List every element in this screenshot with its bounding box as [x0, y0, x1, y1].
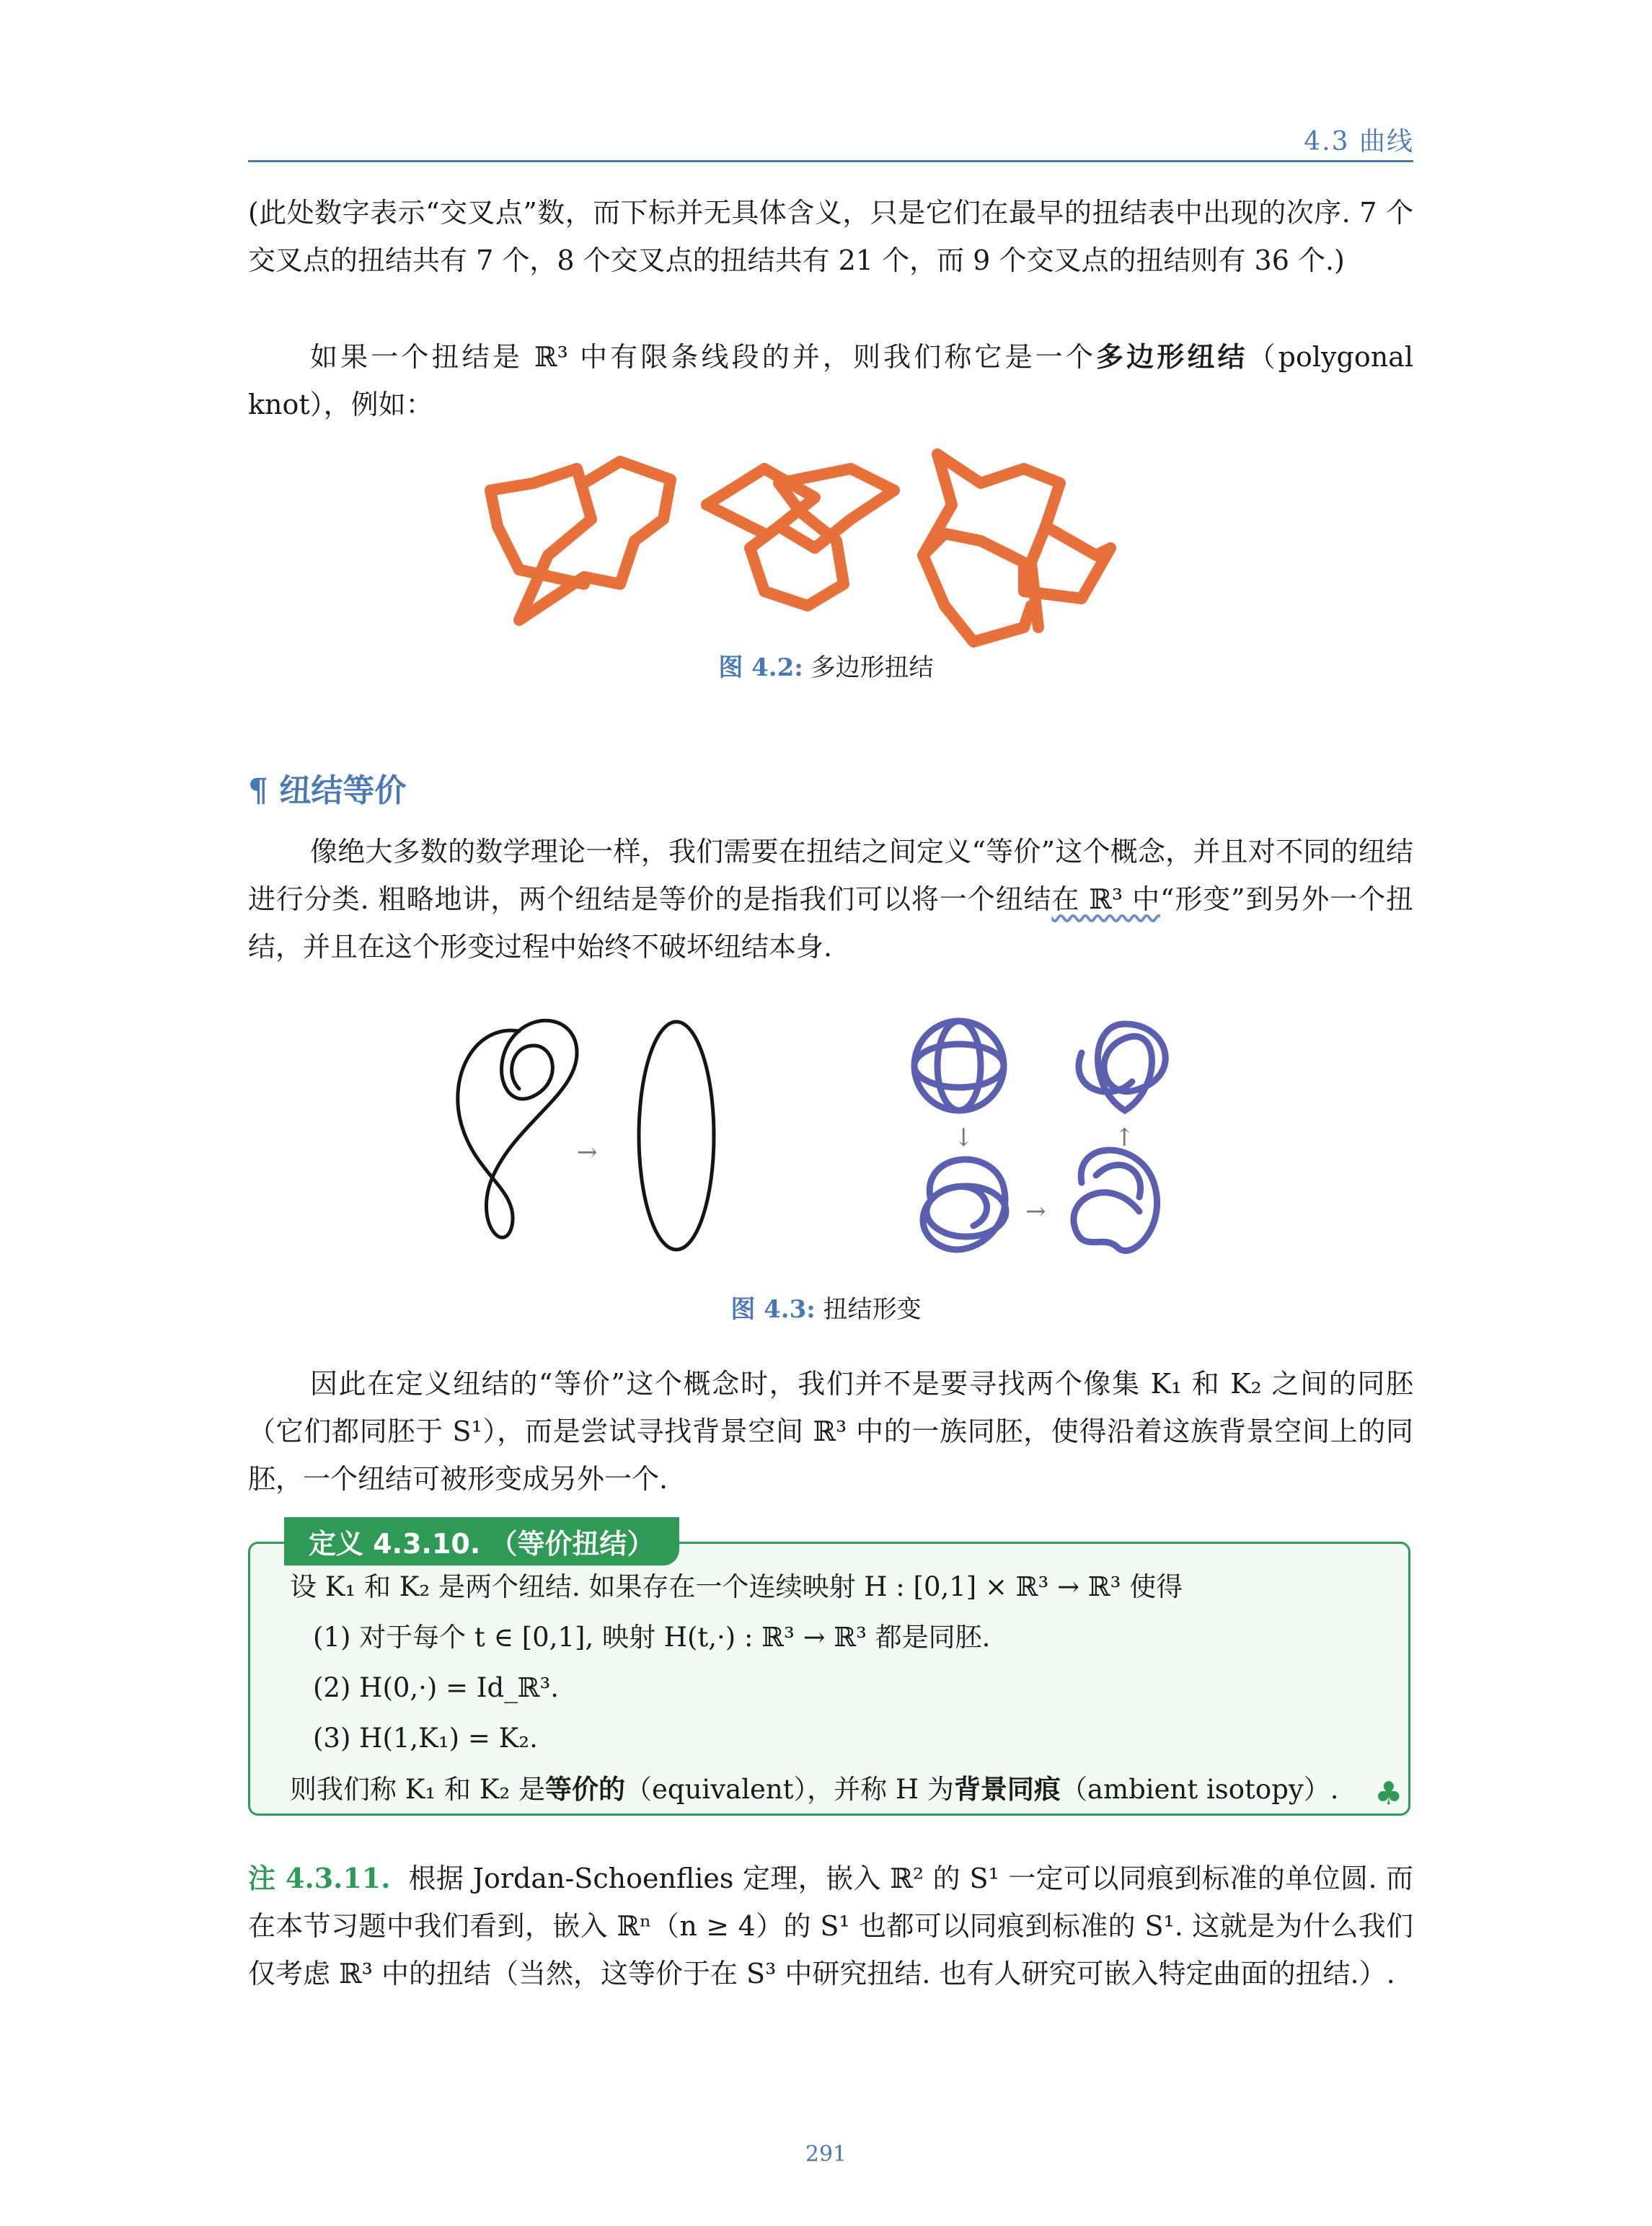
paragraph-3-before: 像绝大多数的数学理论一样，我们需要在扭结之间定义“等价”这个概念，并且对不同的纽结进行分类. 粗略地讲，两个纽结是等价的是指我们可以将一个纽结 — [248, 836, 1413, 915]
paragraph-3-emphasis: 在 ℝ³ 中 — [1051, 883, 1160, 915]
term-polygonal-knot: 多边形纽结 — [1095, 340, 1248, 373]
club-end-icon: ♣ — [1374, 1775, 1403, 1812]
note-label: 注 4.3.11. — [248, 1862, 391, 1894]
polygonal-knot-2 — [707, 469, 894, 606]
polygonal-knot-1 — [490, 461, 671, 620]
figure-4-3-knot-diagrams — [901, 1010, 1190, 1276]
figure-4-3-caption — [0, 1289, 1652, 1325]
note-text: 根据 Jordan-Schoenflies 定理，嵌入 ℝ² 的 S¹ 一定可以同痕到标准的单位圆. 而在本节习题中我们看到，嵌入 ℝⁿ（n ≥ 4）的 S¹ 也都可以同痕到标准的 S¹. 这就是为什么我们仅考虑 ℝ³ 中的扭结（当然，这等价于在 S³ 中研究扭结. 也有人研究可嵌入特定曲面的扭结.）. — [248, 1863, 1413, 1989]
paragraph-1-text: (此处数字表示“交叉点”数，而下标并无具体含义，只是它们在最早的扭结表中出现的次序. 7 个交叉点的扭结共有 7 个，8 个交叉点的扭结共有 21 个，而 9 个交叉点的扭结则有 36 个.) — [248, 197, 1413, 276]
figure-4-2-caption-text: 多边形扭结 — [810, 653, 934, 682]
definition-intro: 设 K₁ 和 K₂ 是两个纽结. 如果存在一个连续映射 H : [0,1] × ℝ³ → ℝ³ 使得 — [290, 1571, 1183, 1602]
note-paragraph — [248, 1855, 1413, 1997]
arrow-right-icon-2: → — [1025, 1197, 1046, 1226]
page-number: 291 — [805, 2142, 847, 2167]
section-title: 纽结等价 — [279, 772, 407, 809]
conclusion-part-b: （equivalent），并称 H 为 — [625, 1774, 954, 1805]
definition-item-2: (2) H(0,·) = Id_ℝ³. — [313, 1672, 560, 1703]
figure-4-3-label: 图 4.3: — [730, 1295, 816, 1324]
paragraph-2 — [248, 333, 1413, 428]
knot-diagram-top-left — [914, 1021, 1004, 1110]
definition-tag: 定义 4.3.10. （等价扭结） — [284, 1517, 679, 1565]
unknot-ellipse — [639, 1022, 714, 1250]
paragraph-1 — [248, 189, 1413, 284]
section-heading — [248, 764, 406, 811]
figure-4-2-label: 图 4.2: — [718, 653, 803, 682]
definition-conclusion — [290, 1764, 1339, 1815]
paragraph-3 — [248, 828, 1413, 971]
figure-4-2-caption — [0, 648, 1652, 683]
running-header: 4.3 曲线 — [1304, 127, 1414, 156]
paragraph-4-text: 因此在定义纽结的“等价”这个概念时，我们并不是要寻找两个像集 K₁ 和 K₂ 之间的同胚（它们都同胚于 S¹），而是尝试寻找背景空间 ℝ³ 中的一族同胚，使得沿着这族背景空间上的同胚，一个纽结可被形变成另外一个. — [248, 1368, 1413, 1495]
header-rule — [248, 160, 1413, 162]
polygonal-knot-3 — [923, 454, 1110, 642]
definition-item-1: (1) 对于每个 t ∈ [0,1], 映射 H(t,·) : ℝ³ → ℝ³ 都是同胚. — [313, 1622, 991, 1653]
knot-diagram-top-right — [1079, 1024, 1165, 1110]
definition-item-3: (3) H(1,K₁) = K₂. — [313, 1723, 538, 1754]
knot-diagram-bottom-left — [923, 1160, 1006, 1250]
paragraph-2-before: 如果一个扭结是 ℝ³ 中有限条线段的并，则我们称它是一个 — [310, 341, 1096, 373]
paragraph-2-after: （polygonal knot），例如： — [248, 341, 1413, 420]
knot-diagram-bottom-right — [1074, 1150, 1157, 1250]
term-equivalent: 等价的 — [545, 1773, 625, 1805]
term-ambient-isotopy: 背景同痕 — [953, 1773, 1061, 1805]
paragraph-4 — [248, 1360, 1413, 1503]
figure-4-2-polygonal-knots — [476, 440, 1197, 649]
figure-4-3-caption-text: 扭结形变 — [823, 1295, 922, 1324]
paragraph-3-after: “形变”到另外一个扭结，并且在这个形变过程中始终不破坏纽结本身. — [248, 883, 1413, 963]
figure-4-3-curve-deformation — [433, 1010, 736, 1255]
arrow-up-icon: ↑ — [1114, 1123, 1135, 1152]
pilcrow-icon: ¶ — [248, 772, 268, 809]
arrow-down-icon: ↓ — [953, 1123, 974, 1152]
conclusion-part-c: （ambient isotopy）. — [1060, 1774, 1339, 1805]
arrow-right-icon-1: → — [577, 1138, 598, 1167]
conclusion-part-a: 则我们称 K₁ 和 K₂ 是 — [290, 1774, 545, 1805]
tangled-curve — [458, 1020, 577, 1237]
